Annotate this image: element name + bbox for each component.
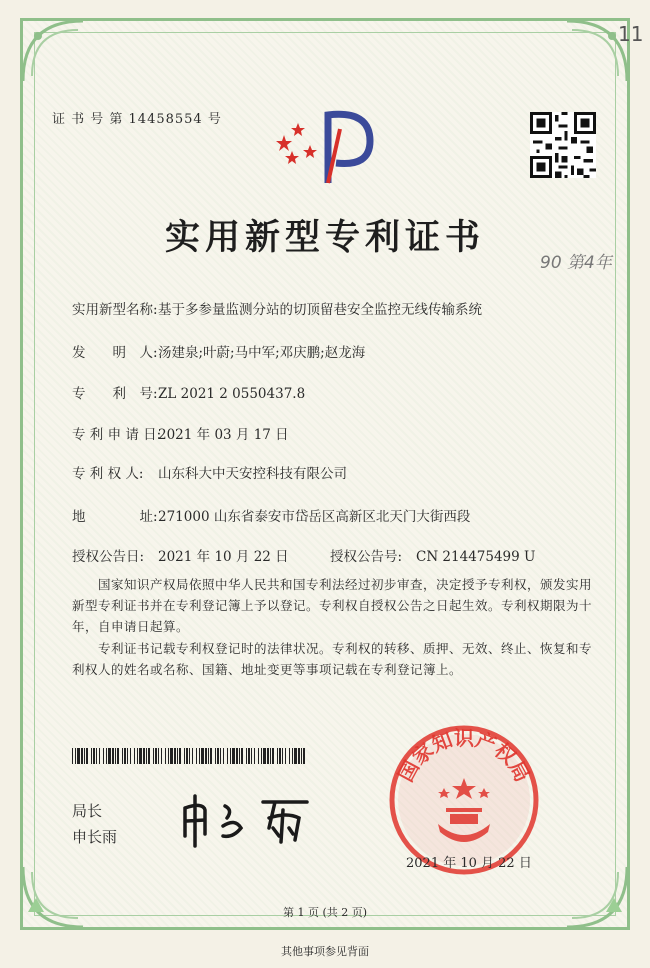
cnipa-logo xyxy=(270,105,380,185)
field-label: 专 利 申 请 日: xyxy=(72,427,162,443)
field-label: 专 利 号: xyxy=(72,386,158,402)
field-application-date xyxy=(72,423,289,443)
field-value: 271000 山东省泰安市岱岳区高新区北天门大街西段 xyxy=(158,509,471,525)
field-grant-date xyxy=(72,545,289,565)
qr-code xyxy=(530,112,596,178)
field-inventors xyxy=(72,341,365,361)
certificate-title: 实用新型专利证书 xyxy=(164,217,485,258)
field-patent-number xyxy=(72,382,305,402)
field-label: 发 明 人: xyxy=(72,345,158,361)
field-label: 授权公告号: xyxy=(330,549,403,565)
field-value: 2021 年 03 月 17 日 xyxy=(158,427,289,443)
handwritten-margin-note: 90 第4年 xyxy=(540,253,612,273)
certificate-number: 证 书 号 第 14458554 号 xyxy=(52,112,222,127)
footer-note: 其他事项参见背面 xyxy=(281,945,369,958)
field-label: 授权公告日: xyxy=(72,549,145,565)
field-address xyxy=(72,505,470,525)
field-patentee xyxy=(72,462,347,482)
field-label: 地 址: xyxy=(72,509,158,525)
page-number: 第 1 页 (共 2 页) xyxy=(282,906,368,919)
field-grant-number xyxy=(330,545,535,565)
field-value: ZL 2021 2 0550437.8 xyxy=(158,386,306,402)
corner-ornament-bottom-right xyxy=(562,862,632,932)
barcode xyxy=(72,748,310,764)
field-value: 汤建泉;叶蔚;马中军;邓庆鹏;赵龙海 xyxy=(158,345,366,361)
statement-paragraph: 国家知识产权局依照中华人民共和国专利法经过初步审查，决定授予专利权，颁发实用新型专利证书并在专利登记簿上予以登记。专利权自授权公告之日起生效。专利权期限为十年，自申请日起算。 xyxy=(72,577,593,634)
seal-date: 2021 年 10 月 22 日 xyxy=(406,856,532,871)
statement-paragraph: 专利证书记载专利权登记时的法律状况。专利权的转移、质押、无效、终止、恢复和专利权人的姓名或名称、国籍、地址变更等事项记载在专利登记簿上。 xyxy=(72,641,593,677)
field-utility-model-name xyxy=(72,298,482,318)
field-value: 2021 年 10 月 22 日 xyxy=(158,549,289,565)
field-value: 基于多参量监测分站的切顶留巷安全监控无线传输系统 xyxy=(158,302,482,318)
seal-text: 国家知识产权局 xyxy=(393,726,535,786)
director-name: 申长雨 xyxy=(72,828,118,846)
handwritten-corner-mark: 11 xyxy=(618,22,644,46)
field-label: 实用新型名称: xyxy=(72,302,158,318)
field-label: 专 利 权 人: xyxy=(72,466,144,482)
field-value: CN 214475499 U xyxy=(416,549,536,565)
corner-ornament-bottom-left xyxy=(18,862,88,932)
corner-ornament-top-left xyxy=(18,16,88,86)
director-title: 局长 xyxy=(72,802,103,820)
director-signature xyxy=(175,788,335,848)
field-value: 山东科大中天安控科技有限公司 xyxy=(158,466,347,482)
